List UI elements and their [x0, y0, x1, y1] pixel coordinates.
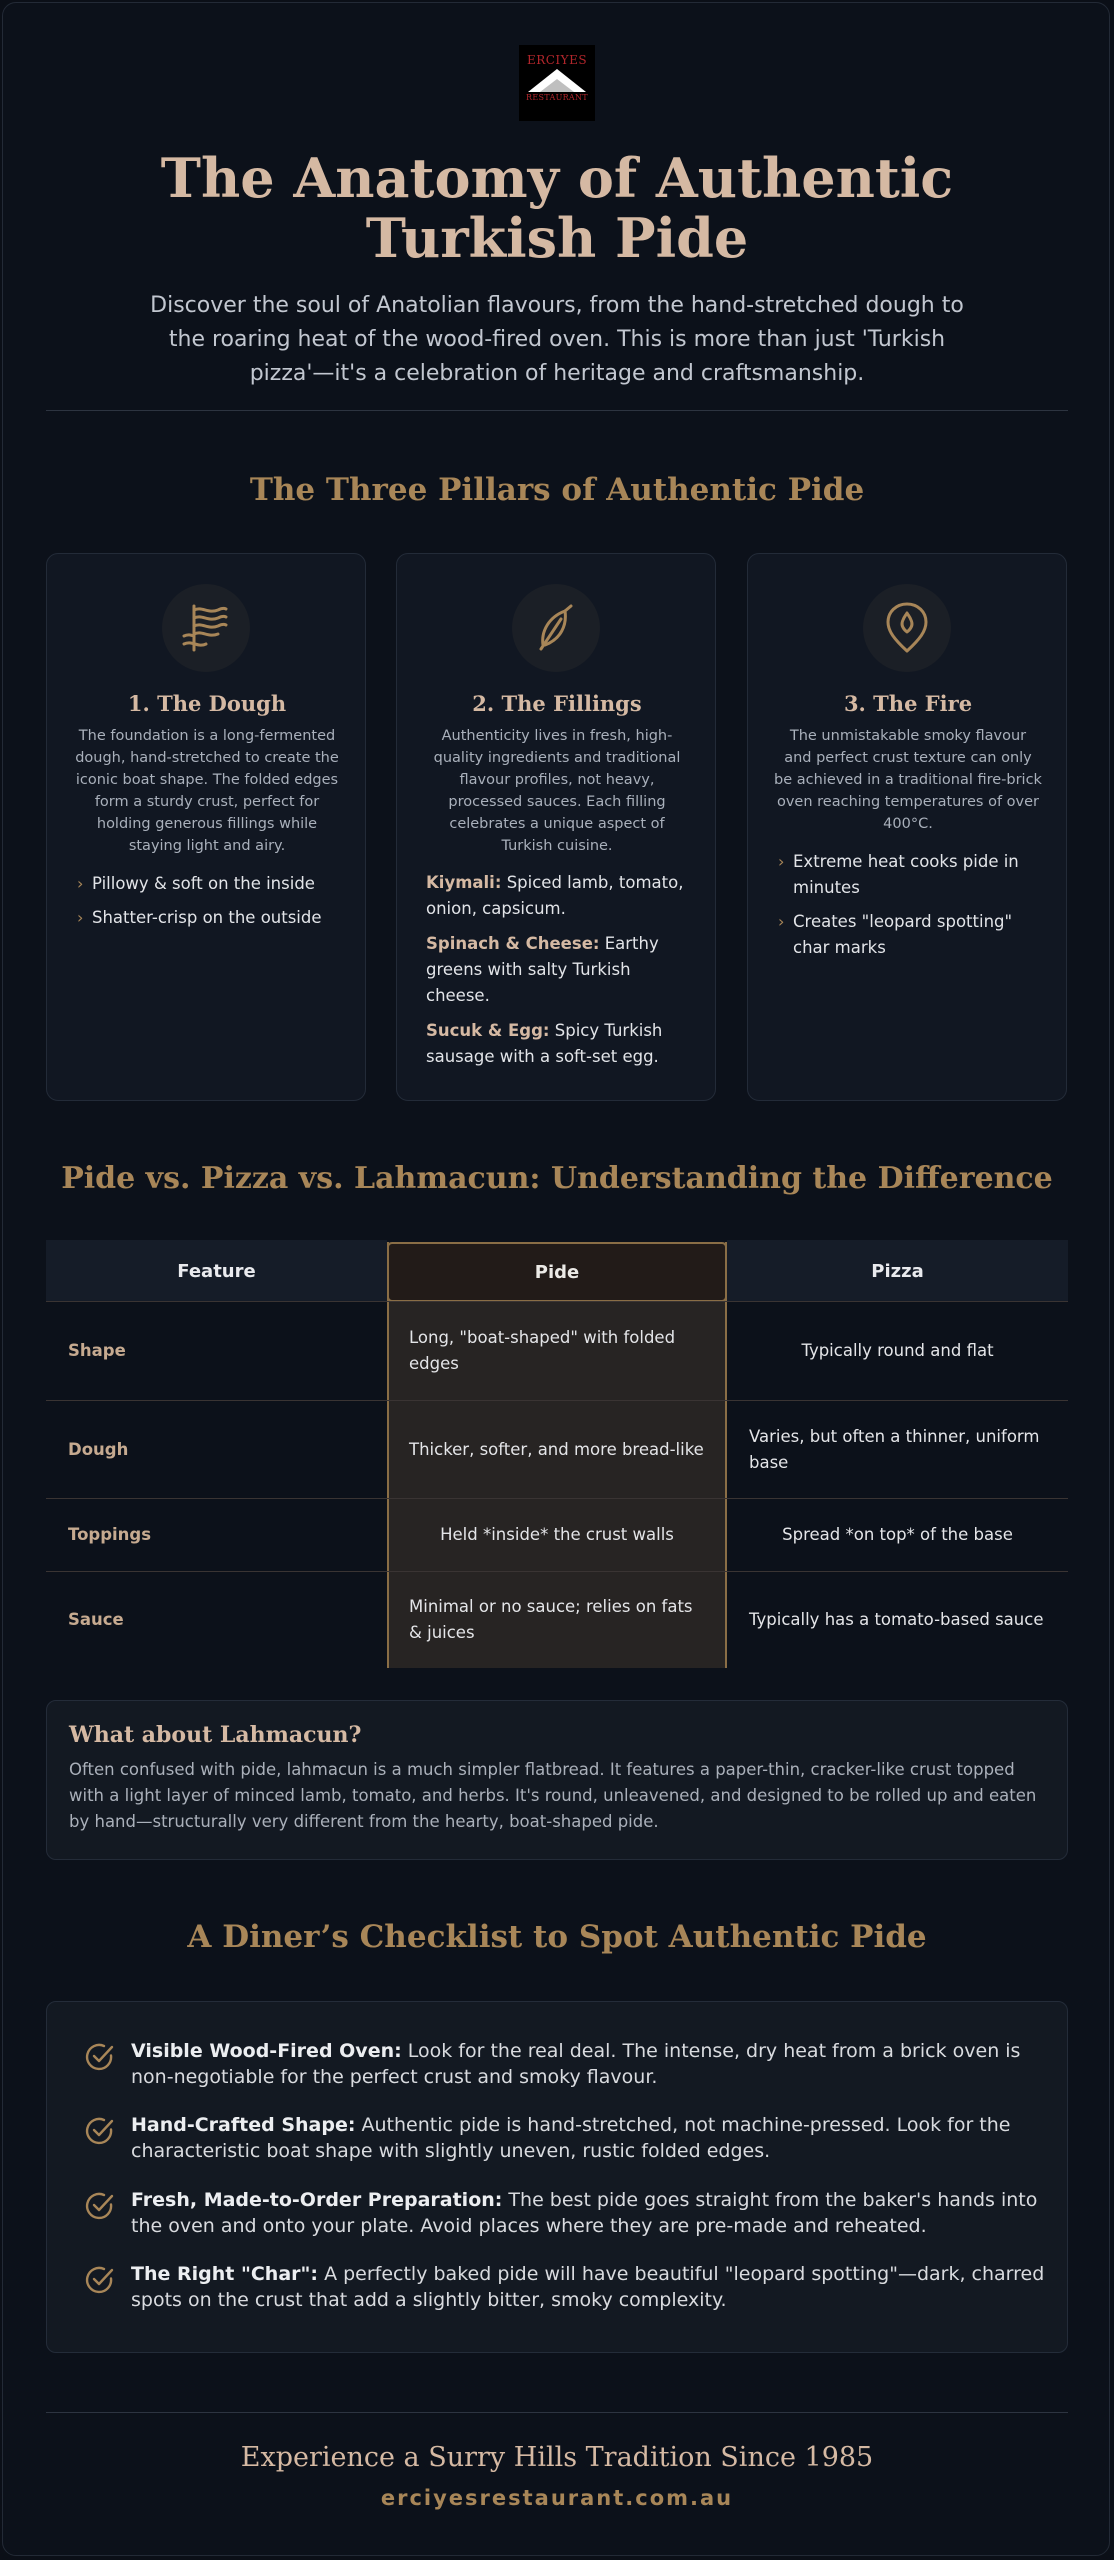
dough-description: The foundation is a long-fermented dough, hand-stretched to create the iconic boat shape. The folded edges form a sturdy crust, perfect for holding generous fillings while staying light and airy. [75, 728, 339, 854]
checklist-item: Fresh, Made-to-Order Preparation: The best pide goes straight from the baker's hands into the oven and onto your plate. Avoid places where they are pre-made and reheated. [85, 2187, 1045, 2239]
chevron-right-icon: › [778, 852, 785, 871]
check-circle-icon [85, 2265, 115, 2295]
table-header-pizza: Pizza [727, 1240, 1068, 1302]
lahmacun-title: What about Lahmacun? [69, 1722, 362, 1748]
table-cell-pizza: Typically round and flat [801, 1341, 994, 1360]
fillings-list [426, 870, 688, 1079]
table-cell-feature: Sauce [68, 1610, 124, 1629]
table-cell-pide: Minimal or no sauce; relies on fats & juices [409, 1597, 693, 1642]
chevron-right-icon: › [778, 912, 785, 931]
checklist-item: Visible Wood-Fired Oven: Look for the real deal. The intense, dry heat from a brick oven is non-negotiable for the perfect crust and smoky flavour. [85, 2038, 1045, 2090]
footer-tagline: Experience a Surry Hills Tradition Since 1985 [240, 2442, 874, 2473]
check-circle-icon [85, 2042, 115, 2072]
filling-item: Sucuk & Egg: Spicy Turkish sausage with a soft-set egg. [426, 1021, 663, 1066]
table-header-pide: Pide [387, 1242, 727, 1302]
table-header-feature: Feature [46, 1240, 387, 1302]
table-cell-feature: Shape [68, 1341, 126, 1360]
fillings-description: Authenticity lives in fresh, high-quality ingredients and traditional flavour profiles, not heavy, processed sauces. Each filling celebrates a unique aspect of Turkish cuisine. [433, 728, 681, 854]
filling-item: Spinach & Cheese: Earthy greens with salty Turkish cheese. [426, 934, 659, 1005]
checklist-title: A Diner’s Checklist to Spot Authentic Pide [187, 1919, 927, 1955]
list-item: › Pillowy & soft on the inside [77, 871, 339, 897]
table-cell-pide: Held *inside* the crust walls [440, 1525, 674, 1544]
dough-title: 1. The Dough [127, 691, 287, 716]
logo-text-top: ERCIYES [526, 53, 588, 67]
pillar-card-dough [46, 553, 366, 1101]
lahmacun-note [46, 1700, 1068, 1860]
logo-text-bottom: RESTAURANT [526, 93, 588, 102]
page-title: The Anatomy of Authentic Turkish Pide [160, 146, 954, 270]
chevron-right-icon: › [77, 908, 84, 927]
list-item: › Shatter-crisp on the outside [77, 905, 339, 931]
table-cell-pizza: Varies, but often a thinner, uniform base [749, 1426, 1040, 1472]
footer-website-link[interactable]: erciyesrestaurant.com.au [380, 2486, 734, 2510]
divider [46, 410, 1068, 411]
checklist-item: Hand-Crafted Shape: Authentic pide is hand-stretched, not machine-pressed. Look for the characteristic boat shape with slightly uneven, rustic folded edges. [85, 2112, 1045, 2164]
mountain-icon [526, 67, 588, 93]
table-cell-pizza: Spread *on top* of the base [782, 1525, 1013, 1544]
table-cell-pide: Long, "boat-shaped" with folded edges [409, 1328, 676, 1373]
table-cell-feature: Dough [68, 1439, 129, 1459]
pillar-card-fire [747, 553, 1067, 1101]
table-cell-pizza: Typically has a tomato-based sauce [749, 1610, 1044, 1629]
list-item: › Extreme heat cooks pide in minutes [778, 849, 1040, 901]
check-circle-icon [85, 2116, 115, 2146]
chevron-right-icon: › [77, 874, 84, 893]
divider [46, 2412, 1068, 2413]
page-subtitle: Discover the soul of Anatolian flavours, from the hand-stretched dough to the roaring heat of the wood-fired oven. This is more than just 'Turkish pizza'—it's a celebration of heritage and craftsmanship. [150, 293, 964, 386]
flame-icon [882, 601, 932, 655]
fillings-icon-circle [512, 584, 600, 672]
checklist-item: The Right "Char": A perfectly baked pide will have beautiful "leopard spotting"—dark, charred spots on the crust that add a slightly bitter, smoky complexity. [85, 2261, 1045, 2313]
table-cell-pide: Thicker, softer, and more bread-like [409, 1439, 704, 1459]
fire-bullets [778, 849, 1040, 969]
fillings-title: 2. The Fillings [472, 691, 642, 716]
dough-icon-circle [162, 584, 250, 672]
lahmacun-text: Often confused with pide, lahmacun is a much simpler flatbread. It features a paper-thin, cracker-like crust topped with a light layer of minced lamb, tomato, and herbs. It's round, unleavened, and designed to be rolled up and eaten by hand—structurally very different from the hearty, boat-shaped pide. [69, 1760, 1037, 1831]
fire-icon-circle [863, 584, 951, 672]
check-circle-icon [85, 2191, 115, 2221]
checklist-card [46, 2001, 1068, 2353]
fire-description: The unmistakable smoky flavour and perfect crust texture can only be achieved in a traditional fire-brick oven reaching temperatures of over 400°C. [774, 728, 1042, 832]
fire-title: 3. The Fire [843, 691, 973, 716]
leaf-icon [531, 603, 581, 653]
pillars-title: The Three Pillars of Authentic Pide [249, 472, 865, 508]
dough-waves-icon [178, 600, 234, 656]
comparison-title: Pide vs. Pizza vs. Lahmacun: Understanding the Difference [61, 1161, 1053, 1196]
restaurant-logo [519, 45, 595, 121]
table-cell-feature: Toppings [68, 1525, 152, 1544]
dough-bullets [77, 871, 339, 939]
filling-item: Kiymali: Spiced lamb, tomato, onion, capsicum. [426, 873, 684, 918]
list-item: › Creates "leopard spotting" char marks [778, 909, 1040, 961]
